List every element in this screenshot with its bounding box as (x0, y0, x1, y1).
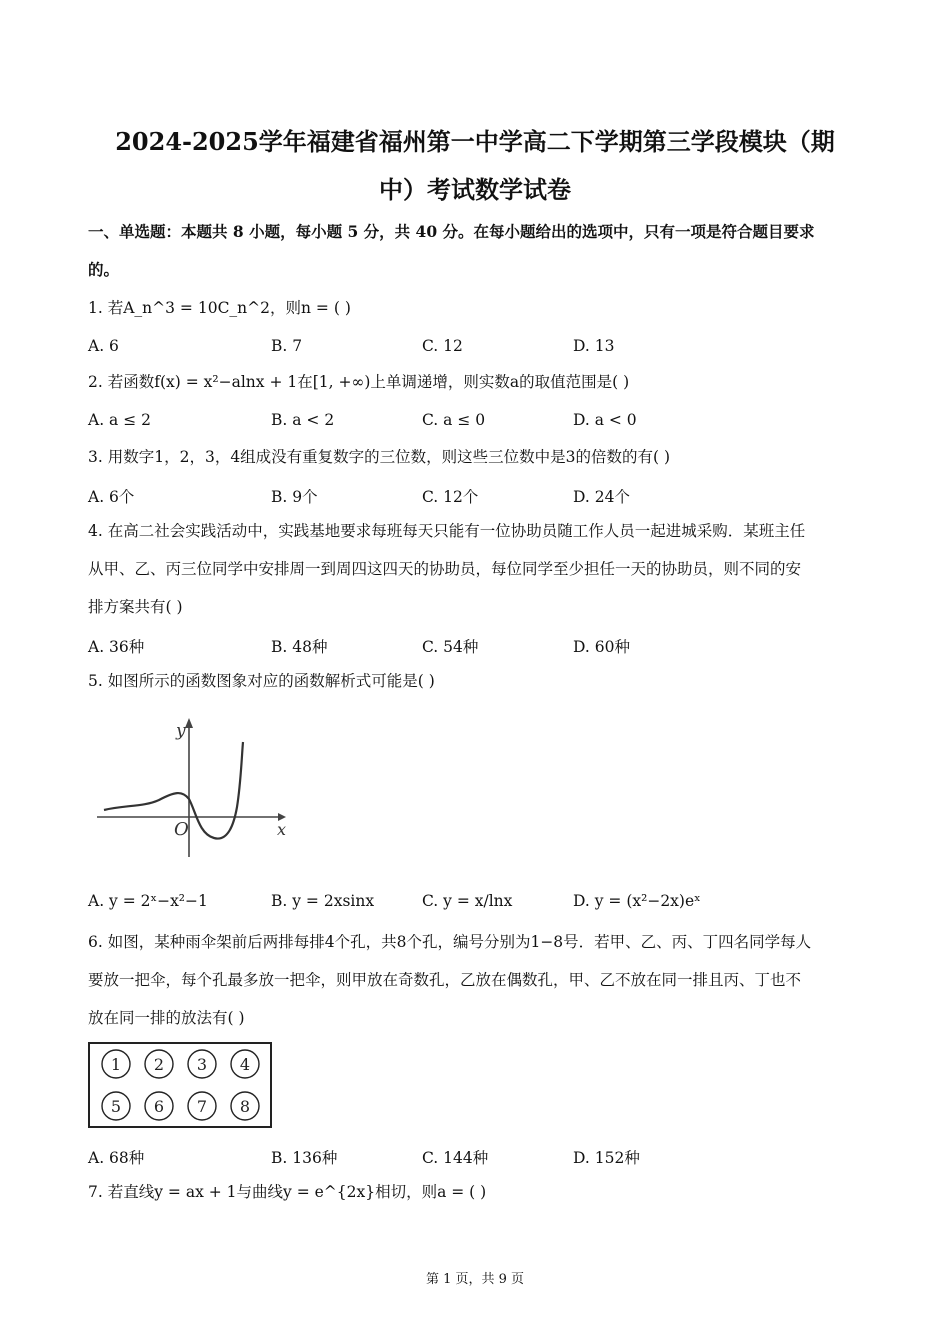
question-4-number: 4. (88, 522, 103, 540)
page-footer: 第 1 页，共 9 页 (425, 1272, 525, 1287)
x-axis-label: x (277, 820, 287, 839)
hole-5 (102, 1092, 130, 1120)
question-5-stem: 如图所示的函数图象对应的函数解析式可能是( ) (107, 672, 435, 690)
question-6-text-3: 放在同一排的放法有( ) (88, 1009, 245, 1027)
question-4-text-1: 在高二社会实践活动中，实践基地要求每班每天只能有一位协助员随工作人员一起进城采购．某班主任 (107, 522, 806, 540)
question-7-stem: 若直线y = ax + 1与曲线y = e^{2x}相切，则a = ( ) (107, 1183, 487, 1201)
question-6-options (88, 1146, 863, 1176)
option-b: B. 48种 (271, 638, 328, 656)
option-d: D. 60种 (573, 638, 630, 656)
option-a: A. y = 2ˣ−x²−1 (88, 892, 208, 910)
y-axis-arrow (185, 718, 193, 728)
question-7 (88, 1174, 863, 1211)
hole-3 (188, 1050, 216, 1078)
option-d: D. y = (x²−2x)eˣ (573, 892, 701, 910)
question-4-text-3: 排方案共有( ) (88, 598, 183, 616)
svg-text:3: 3 (196, 1055, 208, 1074)
section-heading-line-2: 的。 (88, 260, 120, 279)
question-4-options (88, 635, 863, 665)
option-a: A. 6 (88, 337, 119, 355)
umbrella-rack-diagram (88, 1042, 274, 1130)
question-1-number: 1. (88, 299, 103, 317)
option-d: D. 13 (573, 337, 615, 355)
question-2-number: 2. (88, 373, 103, 391)
question-1 (88, 290, 863, 327)
svg-text:2: 2 (153, 1055, 165, 1074)
hole-1 (102, 1050, 130, 1078)
option-d: D. 152种 (573, 1149, 640, 1167)
exam-title-line-1: 2024-2025学年福建省福州第一中学高二下学期第三学段模块（期 (115, 127, 835, 156)
question-2-stem: 若函数f(x) = x²−alnx + 1在[1, +∞)上单调递增，则实数a的取值范围是( ) (107, 373, 630, 391)
hole-4 (231, 1050, 259, 1078)
origin-label: O (174, 819, 189, 840)
option-c: C. 12 (422, 337, 463, 355)
svg-text:8: 8 (239, 1097, 251, 1116)
question-1-options (88, 337, 863, 367)
question-6-number: 6. (88, 933, 103, 951)
option-b: B. y = 2xsinx (271, 892, 375, 910)
hole-7 (188, 1092, 216, 1120)
question-5-options (88, 892, 863, 922)
option-d: D. a < 0 (573, 411, 637, 429)
svg-text:4: 4 (239, 1055, 251, 1074)
svg-text:1: 1 (110, 1055, 122, 1074)
function-graph (94, 712, 294, 862)
option-b: B. 9个 (271, 488, 318, 506)
question-3 (88, 439, 863, 476)
option-c: C. 54种 (422, 638, 479, 656)
svg-text:6: 6 (153, 1097, 165, 1116)
question-6-text-1: 如图，某种雨伞架前后两排每排4个孔，共8个孔，编号分别为1−8号．若甲、乙、丙、丁四名同学每人 (107, 933, 812, 951)
hole-2 (145, 1050, 173, 1078)
svg-text:5: 5 (110, 1097, 122, 1116)
option-a: A. 36种 (88, 638, 145, 656)
option-b: B. 136种 (271, 1149, 338, 1167)
exam-title-line-2: 中）考试数学试卷 (379, 175, 571, 204)
question-7-number: 7. (88, 1183, 103, 1201)
question-4-text-2: 从甲、乙、丙三位同学中安排周一到周四这四天的协助员，每位同学至少担任一天的协助员，则不同的安 (88, 560, 802, 578)
question-2 (88, 364, 863, 401)
question-3-options (88, 485, 863, 515)
y-axis-label: y (176, 721, 186, 741)
option-a: A. a ≤ 2 (88, 411, 151, 429)
option-c: C. 144种 (422, 1149, 489, 1167)
question-1-stem: 若A_n^3 = 10C_n^2，则n = ( ) (107, 299, 351, 317)
question-6-line-1 (88, 924, 863, 961)
question-6-text-2: 要放一把伞，每个孔最多放一把伞，则甲放在奇数孔，乙放在偶数孔，甲、乙不放在同一排且丙、丁也不 (88, 971, 802, 989)
option-c: C. a ≤ 0 (422, 411, 486, 429)
section-heading-line-1: 一、单选题：本题共 8 小题，每小题 5 分，共 40 分。在每小题给出的选项中，只有一项是符合题目要求 (88, 222, 815, 241)
option-a: A. 6个 (88, 488, 135, 506)
question-5 (88, 663, 863, 700)
question-2-options (88, 411, 863, 441)
question-3-number: 3. (88, 448, 103, 466)
option-c: C. y = x/lnx (422, 892, 513, 910)
option-c: C. 12个 (422, 488, 479, 506)
hole-6 (145, 1092, 173, 1120)
question-4-line-1 (88, 513, 863, 550)
svg-text:7: 7 (196, 1097, 208, 1116)
option-b: B. 7 (271, 337, 303, 355)
option-b: B. a < 2 (271, 411, 335, 429)
hole-8 (231, 1092, 259, 1120)
question-5-number: 5. (88, 672, 103, 690)
option-d: D. 24个 (573, 488, 630, 506)
option-a: A. 68种 (88, 1149, 145, 1167)
question-3-stem: 用数字1，2，3，4组成没有重复数字的三位数，则这些三位数中是3的倍数的有( ) (107, 448, 671, 466)
